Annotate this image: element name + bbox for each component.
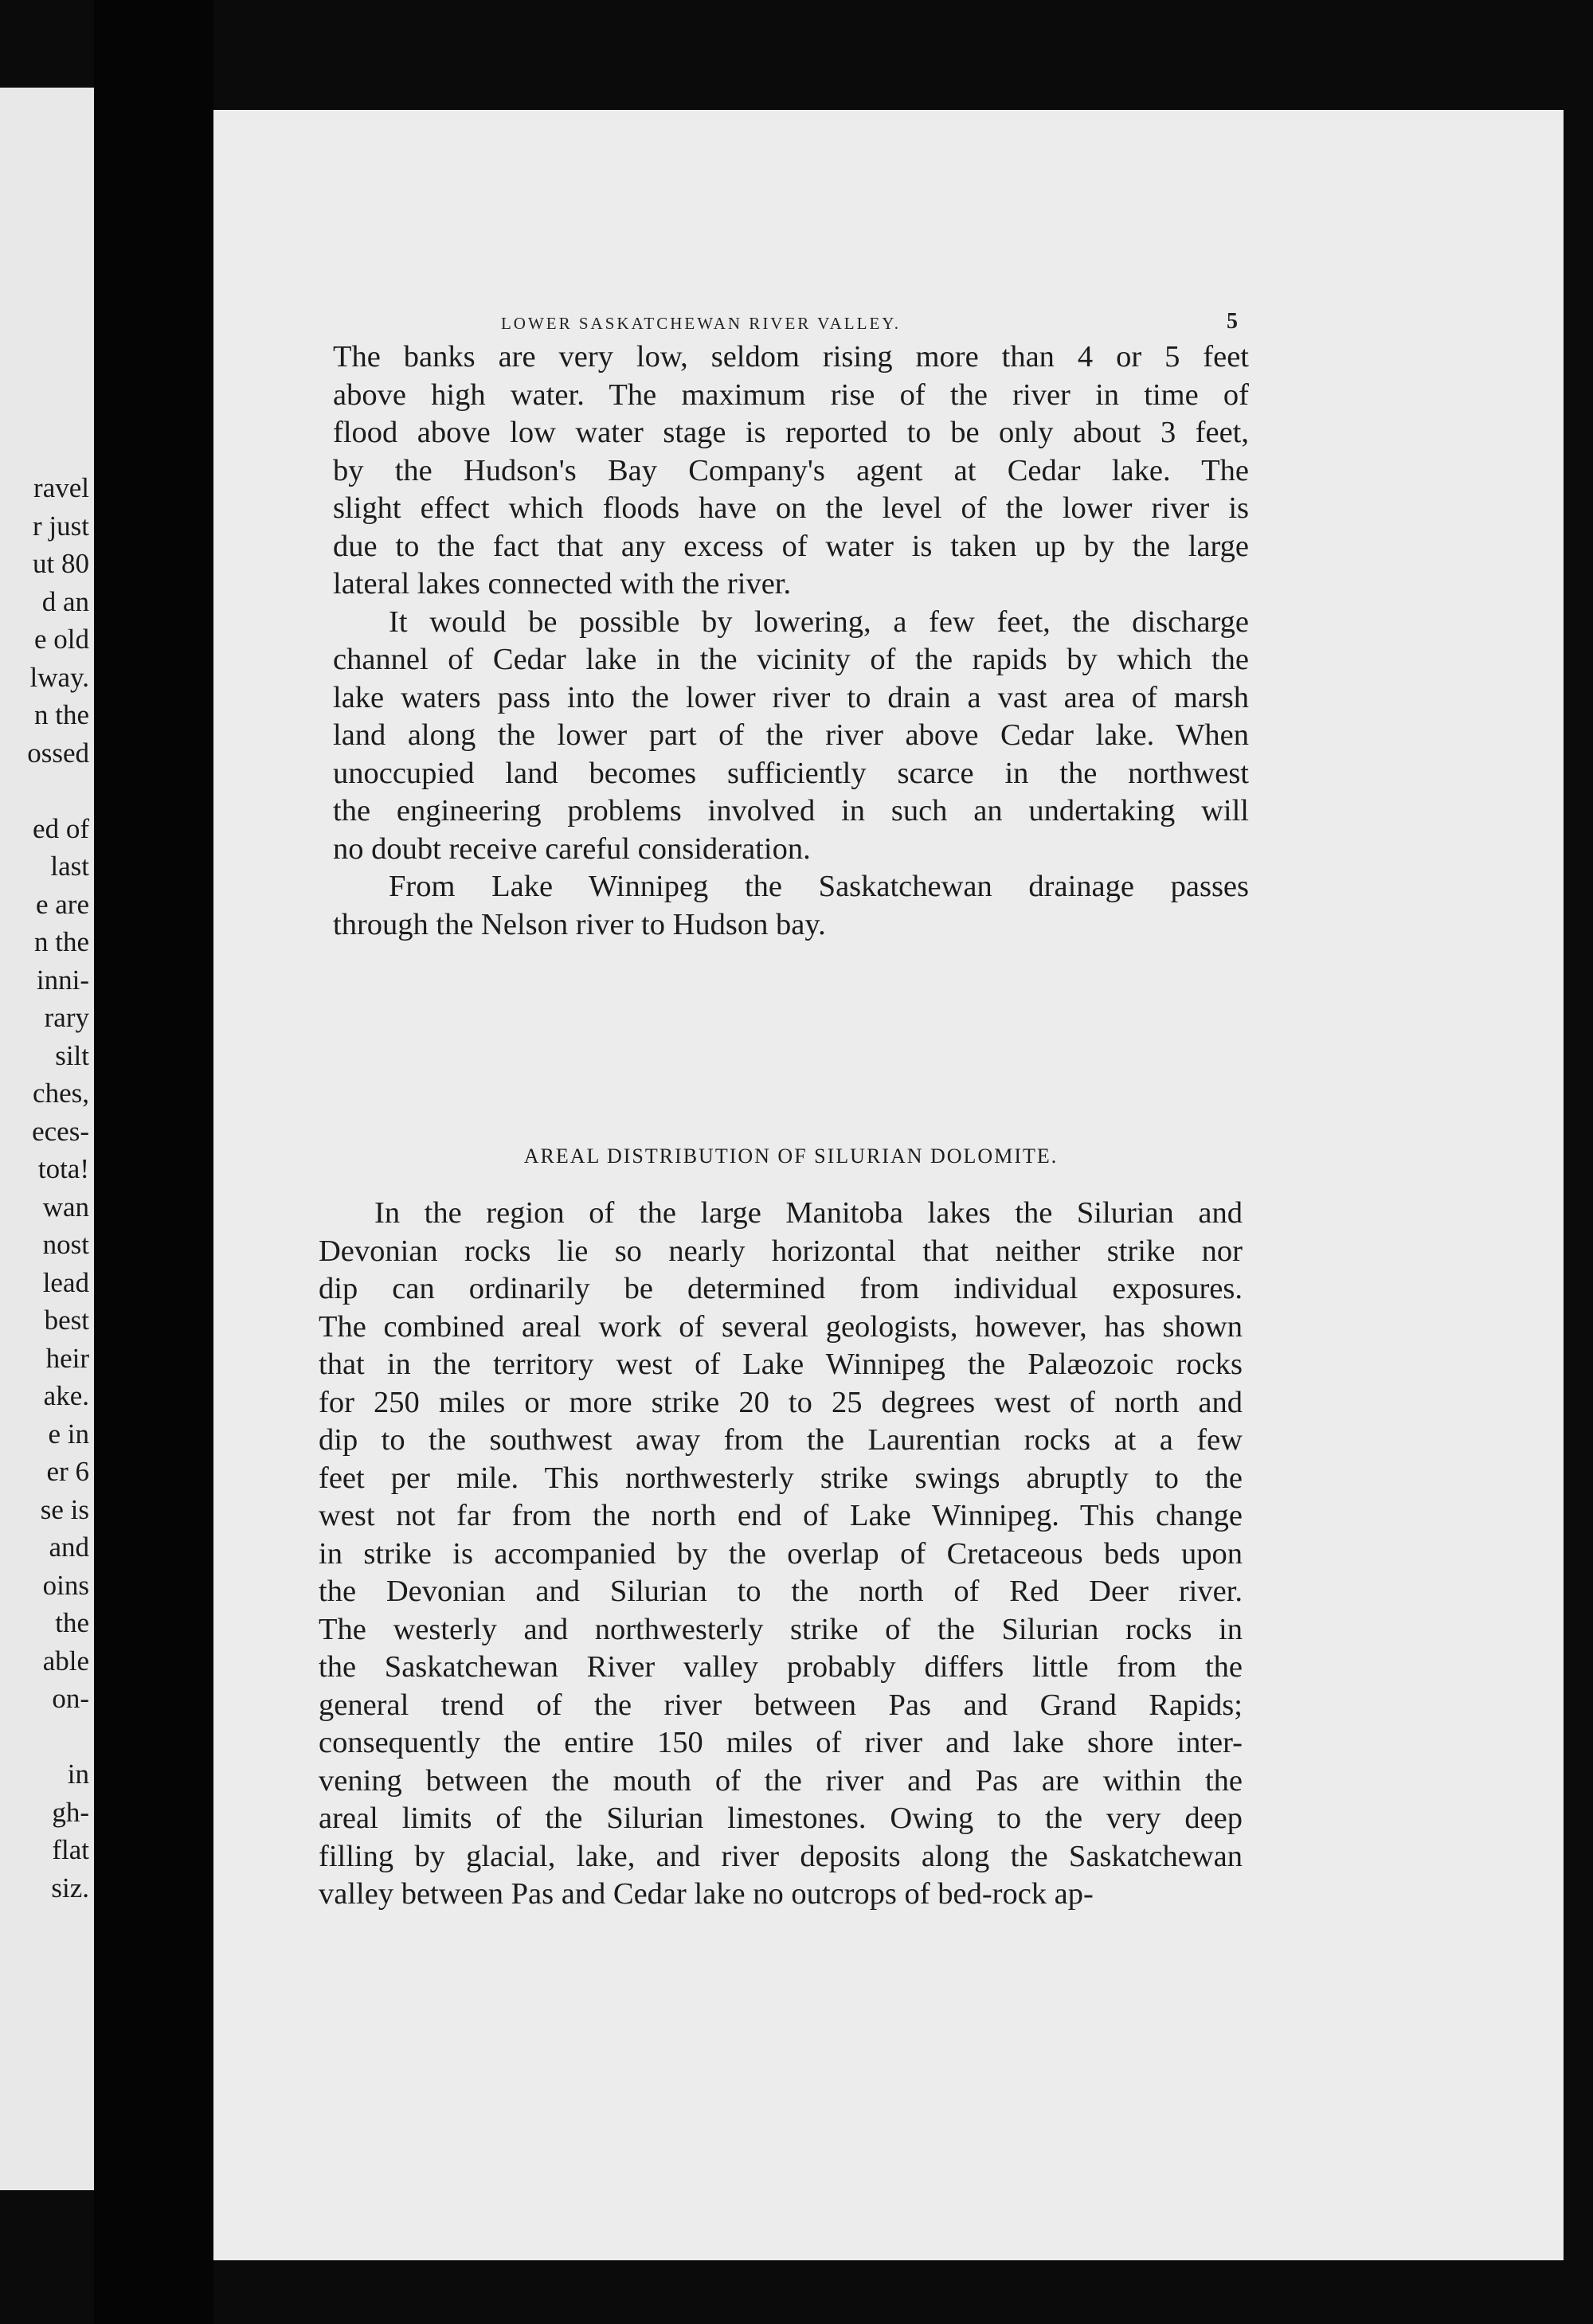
left-page-fragment: ed of xyxy=(33,812,89,844)
left-page-fragment: lead xyxy=(42,1266,89,1298)
left-page-fragment: se is xyxy=(40,1493,89,1525)
left-page-fragment: r just xyxy=(33,510,89,542)
text-line: areal limits of the Silurian limestones. Owing to the very deep xyxy=(319,1802,1243,1835)
left-page-edge xyxy=(0,88,94,2190)
text-line: dip can ordinarily be determined from individual exposures. xyxy=(319,1272,1243,1305)
text-line: for 250 miles or more strike 20 to 25 degrees west of north and xyxy=(319,1385,1243,1419)
left-page-fragment: flat xyxy=(52,1834,89,1865)
text-line: valley between Pas and Cedar lake no outcrops of bed-rock ap- xyxy=(319,1877,1094,1911)
text-line: that in the territory west of Lake Winnipeg the Palæozoic rocks xyxy=(319,1348,1243,1381)
text-line: channel of Cedar lake in the vicinity of the rapids by which the xyxy=(333,643,1249,676)
left-page-fragment: lway. xyxy=(29,661,89,693)
text-line: Devonian rocks lie so nearly horizontal that neither strike nor xyxy=(319,1234,1243,1268)
text-line: The banks are very low, seldom rising more than 4 or 5 feet xyxy=(333,340,1249,374)
text-line: unoccupied land becomes sufficiently scarce in the northwest xyxy=(333,756,1249,790)
left-page-fragment: ches, xyxy=(33,1078,89,1109)
text-line: feet per mile. This northwesterly strike swings abruptly to the xyxy=(319,1461,1243,1495)
paragraph-2 xyxy=(333,604,1249,869)
paragraph-4 xyxy=(319,1195,1243,1914)
left-page-fragment: eces- xyxy=(32,1115,89,1147)
running-head: LOWER SASKATCHEWAN RIVER VALLEY. xyxy=(500,314,901,333)
left-page-fragment: silt xyxy=(55,1039,89,1071)
text-line: It would be possible by lowering, a few feet, the discharge xyxy=(389,604,1249,639)
text-line: general trend of the river between Pas and Grand Rapids; xyxy=(319,1688,1243,1722)
text-line: the Saskatchewan River valley probably differs little from the xyxy=(319,1650,1243,1684)
left-page-fragment: er 6 xyxy=(46,1456,89,1487)
text-line: From Lake Winnipeg the Saskatchewan drainage passes xyxy=(389,870,1249,903)
text-line: The westerly and northwesterly strike of the Silurian rocks in xyxy=(319,1612,1243,1646)
page-number: 5 xyxy=(1227,309,1238,334)
left-page-fragment: last xyxy=(50,851,89,882)
text-line: through the Nelson river to Hudson bay. xyxy=(333,907,826,941)
text-line: the Devonian and Silurian to the north of Red Deer river. xyxy=(319,1575,1243,1608)
text-line: The combined areal work of several geologists, however, has shown xyxy=(319,1309,1243,1344)
left-page-fragment: gh- xyxy=(52,1796,89,1828)
left-page-fragment: e are xyxy=(35,888,89,920)
text-line: consequently the entire 150 miles of river and lake shore inter- xyxy=(319,1726,1243,1759)
left-page-fragment: d an xyxy=(41,585,89,617)
left-page-fragment: ake. xyxy=(43,1380,89,1411)
left-page-fragment: on- xyxy=(52,1683,89,1714)
text-line: no doubt receive careful consideration. xyxy=(333,831,811,866)
left-page-fragment: e in xyxy=(48,1418,89,1450)
text-line: above high water. The maximum rise of the river in time of xyxy=(333,378,1249,412)
left-page-fragment: best xyxy=(44,1305,89,1336)
text-line: lateral lakes connected with the river. xyxy=(333,567,792,601)
text-line: In the region of the large Manitoba lakes the Silurian and xyxy=(374,1196,1243,1230)
text-line: flood above low water stage is reported to be only about 3 feet, xyxy=(333,416,1249,449)
left-page-fragment: rary xyxy=(44,1002,89,1033)
left-page-fragment: the xyxy=(55,1607,89,1638)
left-page-fragment: heir xyxy=(45,1342,89,1374)
left-page-fragment: n the xyxy=(33,699,89,730)
paragraph-1 xyxy=(333,338,1249,604)
lower-body-text xyxy=(319,1195,1243,1914)
left-page-fragment: tota! xyxy=(37,1153,89,1184)
left-page-fragment: able xyxy=(42,1645,89,1676)
left-page-fragment: nost xyxy=(42,1229,89,1260)
text-line: filling by glacial, lake, and river deposits along the Saskatchewan xyxy=(319,1839,1243,1873)
left-page-fragment: wan xyxy=(42,1191,89,1223)
left-page-fragment: ossed xyxy=(27,737,89,769)
text-line: land along the lower part of the river above Cedar lake. When xyxy=(333,718,1249,752)
left-page-fragment: ut 80 xyxy=(33,548,89,579)
left-page-fragment: and xyxy=(49,1532,89,1563)
text-line: by the Hudson's Bay Company's agent at Cedar lake. The xyxy=(333,453,1249,487)
left-page-fragment: oins xyxy=(42,1569,89,1601)
text-line: in strike is accompanied by the overlap of Cretaceous beds upon xyxy=(319,1536,1243,1571)
book-gutter xyxy=(94,0,213,2324)
text-line: slight effect which floods have on the level of the lower river is xyxy=(333,491,1249,525)
left-page-fragment: siz. xyxy=(51,1872,89,1903)
text-line: dip to the southwest away from the Laurentian rocks at a few xyxy=(319,1423,1243,1457)
text-line: due to the fact that any excess of water is taken up by the large xyxy=(333,529,1249,563)
left-page-fragment: ravel xyxy=(33,472,89,503)
section-heading: AREAL DISTRIBUTION OF SILURIAN DOLOMITE. xyxy=(523,1144,1059,1168)
left-page-fragment: in xyxy=(67,1759,89,1790)
text-line: the engineering problems involved in such an undertaking will xyxy=(333,794,1249,827)
paragraph-3 xyxy=(333,868,1249,944)
upper-body-text xyxy=(333,338,1249,944)
left-page-fragment: n the xyxy=(33,926,89,957)
text-line: vening between the mouth of the river and Pas are within the xyxy=(319,1763,1243,1798)
text-line: lake waters pass into the lower river to drain a vast area of marsh xyxy=(333,680,1249,714)
left-page-fragment: e old xyxy=(33,624,89,655)
left-page-fragment: inni- xyxy=(36,964,89,996)
text-line: west not far from the north end of Lake Winnipeg. This change xyxy=(319,1499,1243,1532)
